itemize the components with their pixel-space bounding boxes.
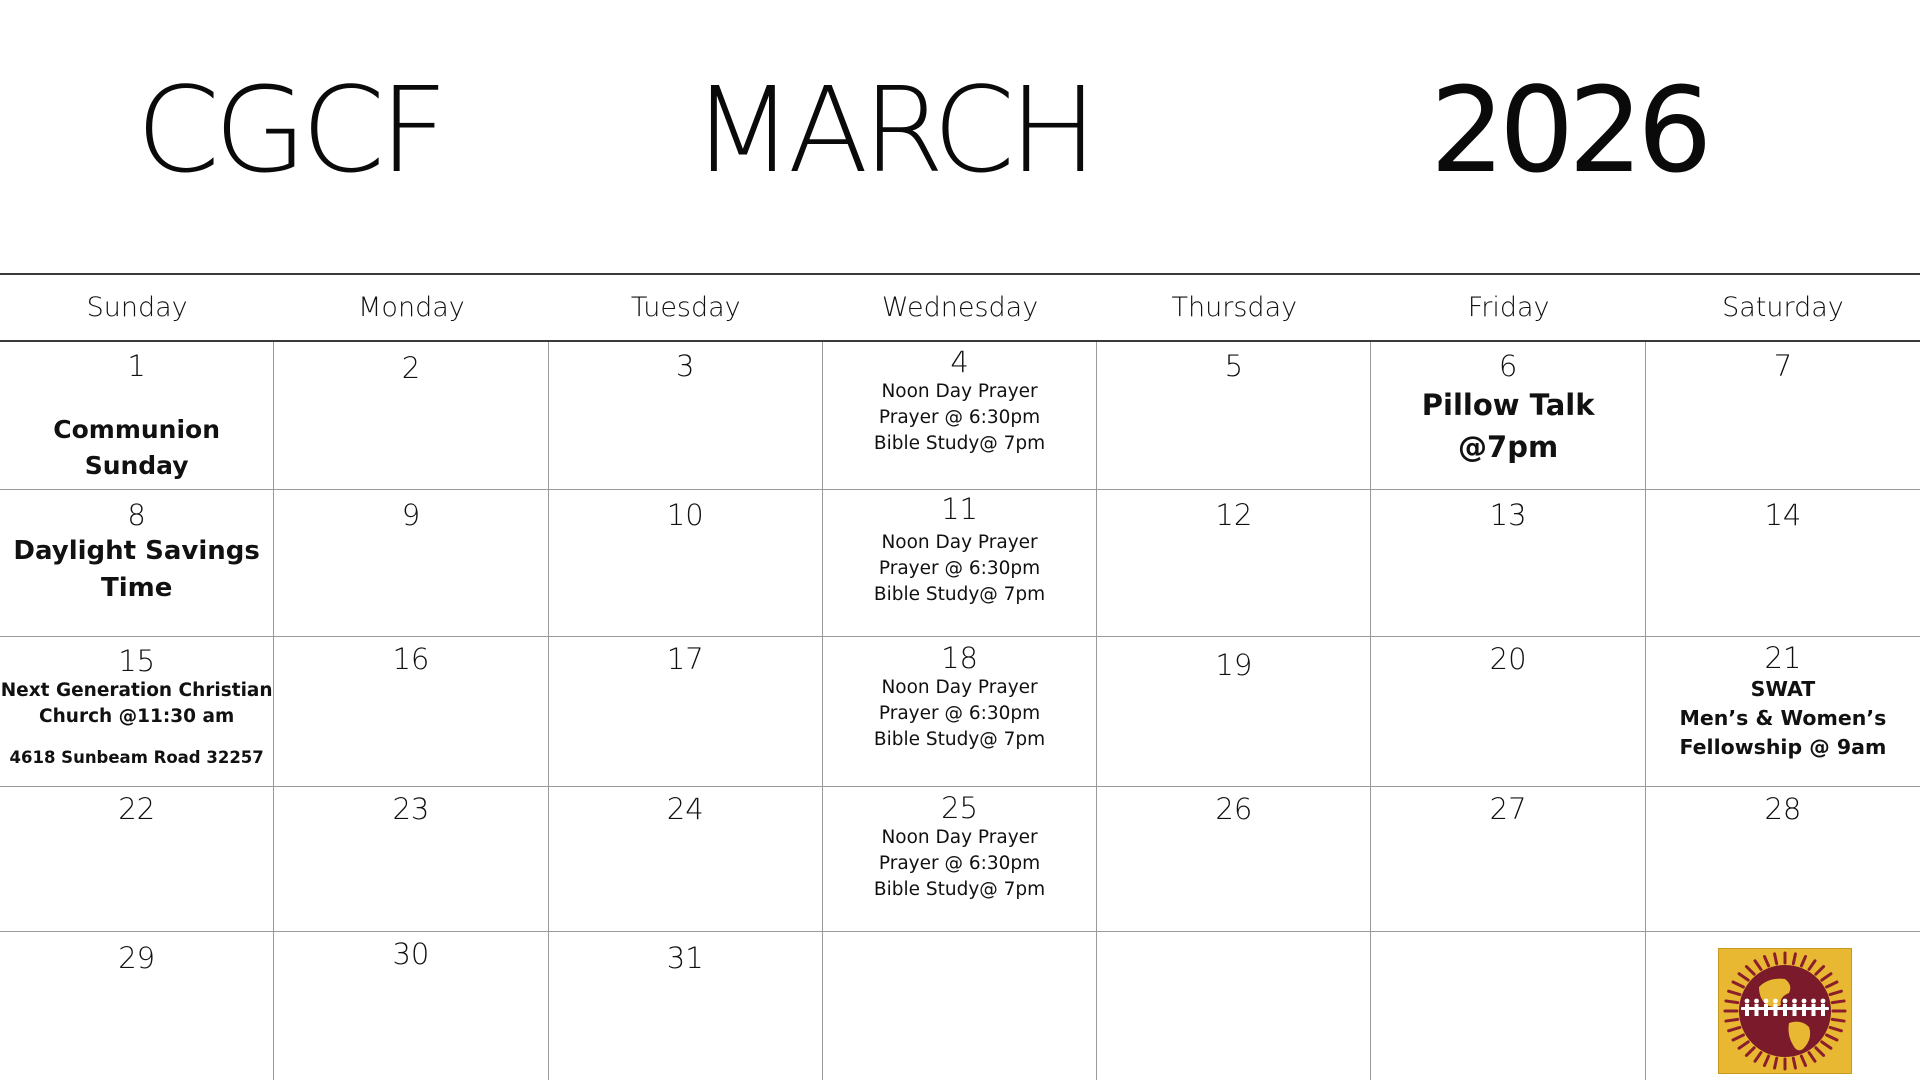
day-cell [549, 932, 823, 1080]
day-cell [0, 787, 274, 932]
day-number: 2 [401, 351, 421, 385]
event-line: Bible Study@ 7pm [873, 584, 1046, 605]
month-title: MARCH [692, 61, 1092, 199]
event-line: Noon Day Prayer [881, 827, 1038, 848]
day-number: 10 [666, 498, 704, 532]
day-cell [274, 787, 548, 932]
day-number: 14 [1764, 498, 1802, 532]
day-number: 5 [1224, 349, 1244, 383]
weekday-header-row [0, 275, 1920, 340]
day-cell [274, 490, 548, 637]
day-number: 12 [1215, 498, 1253, 532]
day-cell [0, 490, 274, 637]
day-cell [1371, 932, 1645, 1080]
day-cell [1371, 490, 1645, 637]
day-number: 24 [666, 792, 704, 826]
event-line: Bible Study@ 7pm [873, 433, 1046, 454]
event-line: Prayer @ 6:30pm [878, 703, 1041, 724]
event-title: Daylight Savings [13, 536, 260, 566]
day-number: 17 [666, 642, 704, 676]
weekday-wednesday: Wednesday [881, 292, 1039, 323]
weekday-monday: Monday [358, 292, 465, 323]
day-cell [1097, 637, 1371, 787]
day-cell [549, 342, 823, 490]
day-number: 16 [392, 642, 430, 676]
day-number: 30 [392, 937, 430, 971]
day-cell [549, 787, 823, 932]
day-number: 22 [118, 792, 156, 826]
weekday-saturday: Saturday [1722, 292, 1844, 323]
day-number: 19 [1215, 648, 1253, 682]
day-cell [274, 932, 548, 1080]
event-title: Church @11:30 am [39, 706, 235, 727]
year-title: 2026 [1430, 61, 1707, 199]
day-cell [549, 637, 823, 787]
event-title: Fellowship @ 9am [1679, 735, 1887, 759]
day-cell [823, 637, 1097, 787]
day-cell [823, 342, 1097, 490]
day-cell [823, 932, 1097, 1080]
day-cell [823, 787, 1097, 932]
day-cell [0, 342, 274, 490]
day-number: 28 [1764, 792, 1802, 826]
day-number: 20 [1489, 642, 1527, 676]
day-cell [1371, 342, 1645, 490]
day-number: 3 [676, 349, 695, 383]
event-title: Men’s & Women’s [1679, 706, 1887, 730]
day-cell [1646, 342, 1920, 490]
day-number: 6 [1498, 349, 1518, 383]
event-line: Bible Study@ 7pm [873, 879, 1046, 900]
day-cell [274, 637, 548, 787]
day-number: 9 [401, 498, 421, 532]
day-cell [1646, 932, 1920, 1080]
event-line: Noon Day Prayer [881, 677, 1038, 698]
day-number: 27 [1489, 792, 1527, 826]
weekday-thursday: Thursday [1171, 292, 1298, 323]
day-number: 13 [1489, 498, 1527, 532]
event-line: Prayer @ 6:30pm [878, 853, 1041, 874]
event-time: @7pm [1458, 430, 1559, 464]
event-line: Bible Study@ 7pm [873, 729, 1046, 750]
day-cell [1097, 490, 1371, 637]
event-title: Communion Sunday [53, 415, 221, 480]
weekday-friday: Friday [1467, 292, 1550, 323]
event-line: Noon Day Prayer [881, 532, 1038, 553]
day-cell [0, 932, 274, 1080]
event-address: 4618 Sunbeam Road 32257 [9, 748, 264, 767]
event-line: Noon Day Prayer [881, 381, 1038, 402]
event-title: Time [100, 573, 173, 603]
day-cell [1097, 932, 1371, 1080]
day-cell [1646, 637, 1920, 787]
day-number: 7 [1773, 349, 1793, 383]
event-line: Prayer @ 6:30pm [878, 558, 1041, 579]
day-number: 8 [127, 498, 146, 532]
day-number: 25 [941, 791, 978, 825]
day-number: 21 [1764, 641, 1802, 675]
day-cell [823, 490, 1097, 637]
event-line: Prayer @ 6:30pm [878, 407, 1041, 428]
day-number: 4 [950, 345, 969, 379]
day-number: 31 [666, 941, 704, 975]
day-cell [1097, 342, 1371, 490]
day-cell [549, 490, 823, 637]
day-cell [0, 637, 274, 787]
day-cell [1646, 490, 1920, 637]
calendar-header [0, 0, 1920, 272]
day-cell [1371, 637, 1645, 787]
day-number: 1 [127, 349, 146, 383]
day-number: 23 [392, 792, 430, 826]
calendar-grid [0, 342, 1920, 1080]
globe-people-logo [1718, 948, 1852, 1074]
day-number: 26 [1215, 792, 1253, 826]
day-cell [1097, 787, 1371, 932]
event-title: SWAT [1750, 677, 1816, 701]
event-title: Pillow Talk [1421, 388, 1595, 422]
weekday-tuesday: Tuesday [630, 292, 741, 323]
day-number: 11 [941, 492, 978, 526]
org-title: CGCF [136, 61, 443, 199]
day-number: 15 [118, 644, 156, 678]
day-number: 29 [118, 941, 156, 975]
event-title: Next Generation Christian [0, 680, 273, 701]
day-cell [1646, 787, 1920, 932]
day-cell [274, 342, 548, 490]
weekday-sunday: Sunday [86, 292, 188, 323]
day-number: 18 [941, 641, 978, 675]
day-cell [1371, 787, 1645, 932]
